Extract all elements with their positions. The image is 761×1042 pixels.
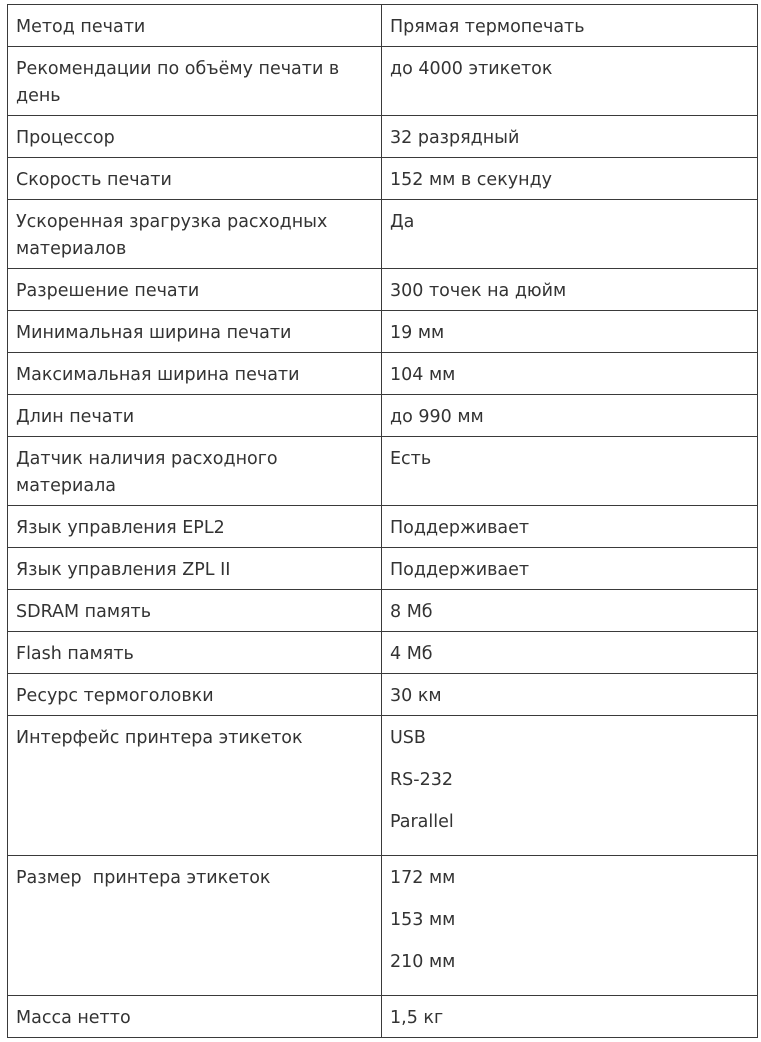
spec-value: 8 Мб [382, 590, 758, 632]
spec-value: Есть [382, 437, 758, 506]
spec-value: Parallel [390, 812, 454, 832]
table-row [8, 269, 758, 311]
spec-label: Язык управления EPL2 [8, 506, 382, 548]
table-row [8, 158, 758, 200]
spec-label: Ресурс термоголовки [8, 674, 382, 716]
table-row [8, 5, 758, 47]
spec-label: Разрешение печати [8, 269, 382, 311]
spec-value: 152 мм в секунду [382, 158, 758, 200]
spec-value: USB [390, 728, 426, 748]
table-row [8, 116, 758, 158]
table-row [8, 437, 758, 506]
spec-value: Да [382, 200, 758, 269]
spec-value-list [382, 716, 758, 856]
spec-value: до 990 мм [382, 395, 758, 437]
spec-value: 32 разрядный [382, 116, 758, 158]
spec-label: Максимальная ширина печати [8, 353, 382, 395]
table-row [8, 506, 758, 548]
spec-value: RS-232 [390, 770, 453, 790]
spec-value: 172 мм [390, 868, 456, 888]
table-row [8, 716, 758, 856]
spec-value: 4 Мб [382, 632, 758, 674]
spec-value: 153 мм [390, 910, 456, 930]
table-row [8, 47, 758, 116]
spec-label: Длин печати [8, 395, 382, 437]
spec-label: Интерфейс принтера этикеток [8, 716, 382, 856]
spec-value: 300 точек на дюйм [382, 269, 758, 311]
spec-label: Ускоренная зрагрузка расходных материалов [8, 200, 382, 269]
spec-value: 210 мм [390, 952, 456, 972]
spec-value-list [382, 856, 758, 996]
spec-label: Рекомендации по объёму печати в день [8, 47, 382, 116]
table-row [8, 395, 758, 437]
table-row [8, 632, 758, 674]
spec-value: 19 мм [382, 311, 758, 353]
spec-label: Процессор [8, 116, 382, 158]
spec-label: Минимальная ширина печати [8, 311, 382, 353]
spec-table [7, 4, 758, 1038]
spec-label: Скорость печати [8, 158, 382, 200]
table-row [8, 996, 758, 1038]
spec-label: Датчик наличия расходного материала [8, 437, 382, 506]
table-row [8, 353, 758, 395]
spec-label: SDRAM память [8, 590, 382, 632]
spec-value: 1,5 кг [382, 996, 758, 1038]
spec-value: 30 км [382, 674, 758, 716]
table-row [8, 548, 758, 590]
spec-label: Размер принтера этикеток [8, 856, 382, 996]
spec-label: Язык управления ZPL II [8, 548, 382, 590]
table-row [8, 856, 758, 996]
table-row [8, 311, 758, 353]
table-row [8, 200, 758, 269]
spec-value: до 4000 этикеток [382, 47, 758, 116]
table-row [8, 674, 758, 716]
spec-value: Прямая термопечать [382, 5, 758, 47]
spec-label: Flash память [8, 632, 382, 674]
table-row [8, 590, 758, 632]
spec-value: Поддерживает [382, 548, 758, 590]
spec-value: Поддерживает [382, 506, 758, 548]
spec-value: 104 мм [382, 353, 758, 395]
spec-label: Метод печати [8, 5, 382, 47]
spec-label: Масса нетто [8, 996, 382, 1038]
